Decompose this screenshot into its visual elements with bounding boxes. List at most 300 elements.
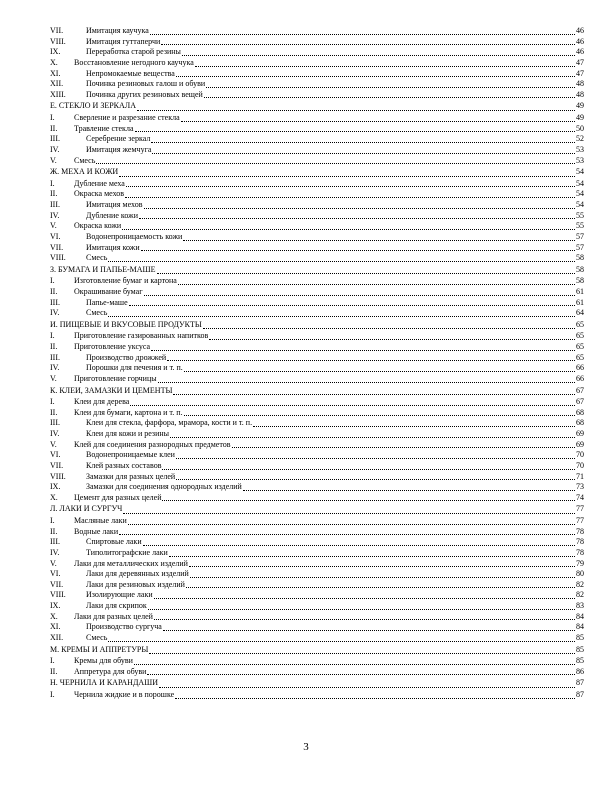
dot-leader — [159, 687, 575, 688]
toc-entry-title: Смесь — [86, 633, 108, 643]
toc-entry-title: Клеи для кожи и резины — [86, 428, 170, 438]
toc-entry[interactable] — [50, 69, 584, 80]
toc-page-number: 54 — [576, 189, 584, 199]
toc-entry-number: II. — [50, 189, 58, 199]
toc-page-number: 64 — [576, 308, 584, 318]
toc-entry-number: II. — [50, 407, 58, 417]
toc-entry-number: V. — [50, 439, 57, 449]
toc-entry-title: Производство дрожжей — [86, 352, 167, 362]
toc-page-number: 68 — [576, 407, 584, 417]
toc-section-title: Л. ЛАКИ И СУРГУЧ — [50, 504, 123, 514]
dot-leader — [182, 55, 575, 56]
toc-entry-title: Имитация каучука — [86, 25, 149, 35]
toc-entry-title: Приготовление уксуса — [74, 342, 151, 351]
dot-leader — [147, 674, 575, 675]
toc-entry-number: XII. — [50, 633, 64, 643]
toc-section-heading[interactable] — [50, 385, 584, 398]
toc-page-number: 70 — [576, 450, 584, 460]
toc-entry-number: VII. — [50, 460, 64, 470]
toc-page-number: 57 — [576, 231, 584, 241]
toc-page-number: 80 — [576, 569, 584, 579]
toc-entry[interactable] — [50, 331, 584, 342]
toc-page-number: 57 — [576, 242, 584, 252]
toc-page-number: 78 — [576, 526, 584, 536]
toc-entry[interactable] — [50, 276, 584, 287]
toc-page-number: 49 — [576, 112, 584, 122]
toc-entry[interactable] — [50, 397, 584, 408]
toc-entry-number: IV. — [50, 210, 60, 220]
toc-entry-title: Травление стекла — [74, 123, 134, 133]
toc-entry[interactable] — [50, 363, 584, 374]
toc-page-number: 54 — [576, 167, 584, 177]
toc-page-number: 84 — [576, 611, 584, 621]
toc-entry[interactable] — [50, 287, 584, 298]
toc-entry-number: XII. — [50, 79, 64, 89]
toc-entry[interactable] — [50, 200, 584, 211]
toc-entry[interactable] — [50, 79, 584, 90]
toc-entry[interactable] — [50, 612, 584, 623]
toc-page-number: 53 — [576, 144, 584, 154]
dot-leader — [209, 339, 575, 340]
dot-leader — [126, 186, 575, 187]
toc-entry-number: IX. — [50, 47, 61, 57]
toc-page-number: 79 — [576, 558, 584, 568]
dot-leader — [143, 545, 575, 546]
toc-section-title: И. ПИЩЕВЫЕ И ВКУСОВЫЕ ПРОДУКТЫ — [50, 319, 202, 329]
toc-page-number: 54 — [576, 178, 584, 188]
toc-page-number: 49 — [576, 101, 584, 111]
toc-section-title: Н. ЧЕРНИЛА И КАРАНДАШИ — [50, 678, 159, 688]
toc-page-number: 67 — [576, 397, 584, 407]
toc-page-number: 82 — [576, 579, 584, 589]
toc-entry[interactable] — [50, 179, 584, 190]
dot-leader — [151, 142, 575, 143]
dot-leader — [148, 609, 575, 610]
dot-leader — [181, 121, 575, 122]
toc-entry[interactable] — [50, 482, 584, 493]
toc-entry[interactable] — [50, 440, 584, 451]
dot-leader — [128, 524, 575, 525]
dot-leader — [162, 500, 575, 501]
toc-entry-title: Восстановление негодного каучука — [74, 57, 194, 67]
toc-entry-title: Приготовление газированных напитков — [74, 331, 209, 341]
toc-entry[interactable] — [50, 633, 584, 644]
dot-leader — [119, 176, 575, 177]
dot-leader — [176, 479, 575, 480]
toc-entry-number: VIII. — [50, 471, 66, 481]
dot-leader — [125, 197, 575, 198]
toc-page-number: 55 — [576, 210, 584, 220]
toc-entry[interactable] — [50, 548, 584, 559]
toc-entry-number: IV. — [50, 547, 60, 557]
toc-page-number: 74 — [576, 492, 584, 502]
toc-entry-title: Клей для соединения разнородных предметов — [74, 439, 231, 449]
toc-entry[interactable] — [50, 374, 584, 385]
dot-leader — [203, 328, 575, 329]
toc-entry[interactable] — [50, 58, 584, 69]
toc-entry[interactable] — [50, 622, 584, 633]
toc-section-heading[interactable] — [50, 503, 584, 516]
toc-entry[interactable] — [50, 134, 584, 145]
toc-entry-title: Клеи для бумаги, картона и т. п. — [74, 407, 183, 417]
toc-entry[interactable] — [50, 408, 584, 419]
toc-section-title: Ж. МЕХА И КОЖИ — [50, 167, 119, 177]
dot-leader — [123, 513, 575, 514]
toc-entry-title: Изолирующие лаки — [86, 590, 153, 600]
toc-entry[interactable] — [50, 124, 584, 135]
toc-entry-title: Сверление и разрезание стекла — [74, 112, 180, 122]
dot-leader — [135, 131, 576, 132]
toc-entry-title: Смесь — [74, 155, 96, 165]
toc-entry[interactable] — [50, 461, 584, 472]
toc-entry[interactable] — [50, 493, 584, 504]
dot-leader — [154, 598, 575, 599]
toc-entry-title: Типолитографские лаки — [86, 547, 168, 557]
toc-entry-number: II. — [50, 342, 58, 351]
toc-page-number: 46 — [576, 47, 584, 57]
toc-entry-number: IV. — [50, 363, 60, 373]
toc-page-number: 58 — [576, 264, 584, 274]
dot-leader — [139, 218, 575, 219]
toc-entry[interactable] — [50, 342, 584, 353]
dot-leader — [152, 153, 575, 154]
toc-page-number: 65 — [576, 331, 584, 341]
toc-page-number: 58 — [576, 253, 584, 263]
toc-entry-number: III. — [50, 134, 60, 144]
toc-entry[interactable] — [50, 656, 584, 667]
toc-entry-title: Окраска кожи — [74, 221, 122, 231]
toc-entry-title: Папье-маше — [86, 297, 128, 307]
toc-entry[interactable] — [50, 472, 584, 483]
dot-leader — [169, 556, 575, 557]
toc-page-number: 85 — [576, 644, 584, 654]
dot-leader — [170, 437, 575, 438]
toc-page-number: 71 — [576, 471, 584, 481]
toc-section-heading[interactable] — [50, 644, 584, 657]
toc-entry-number: I. — [50, 689, 55, 699]
toc-entry[interactable] — [50, 47, 584, 58]
toc-entry[interactable] — [50, 221, 584, 232]
dot-leader — [154, 619, 575, 620]
toc-entry-number: I. — [50, 112, 55, 122]
dot-leader — [161, 44, 575, 45]
toc-page-number: 66 — [576, 363, 584, 373]
toc-entry[interactable] — [50, 243, 584, 254]
dot-leader — [158, 382, 575, 383]
toc-entry[interactable] — [50, 569, 584, 580]
dot-leader — [176, 458, 575, 459]
toc-entry-title: Лаки для скрипок — [86, 601, 147, 611]
dot-leader — [173, 394, 575, 395]
dot-leader — [129, 305, 575, 306]
toc-page-number: 85 — [576, 656, 584, 666]
toc-page-number: 54 — [576, 199, 584, 209]
dot-leader — [184, 371, 575, 372]
toc-entry-title: Водонепроницаемые клеи — [86, 450, 175, 460]
dot-leader — [195, 66, 575, 67]
toc-page-number: 87 — [576, 689, 584, 699]
toc-entry-title: Цемент для разных целей — [74, 492, 162, 502]
toc-page-number: 68 — [576, 418, 584, 428]
toc-entry-title: Спиртовые лаки — [86, 537, 142, 547]
toc-entry-number: X. — [50, 57, 58, 67]
dot-leader — [151, 350, 575, 351]
toc-page-number: 85 — [576, 633, 584, 643]
toc-page-number: 82 — [576, 590, 584, 600]
toc-page-number: 77 — [576, 504, 584, 514]
toc-entry-title: Непромокаемые вещества — [86, 68, 175, 78]
toc-entry[interactable] — [50, 232, 584, 243]
toc-entry-number: I. — [50, 276, 55, 286]
toc-page-number: 48 — [576, 79, 584, 89]
toc-page-number: 78 — [576, 547, 584, 557]
toc-entry-title: Лаки для разных целей — [74, 611, 153, 621]
toc-entry-title: Порошки для печения и т. п. — [86, 363, 183, 373]
toc-entry-title: Аппретура для обуви — [74, 666, 147, 676]
toc-entry-title: Дубление кожи — [86, 210, 138, 220]
toc-entry-number: X. — [50, 492, 58, 502]
toc-entry-title: Лаки для деревянных изделий — [86, 569, 189, 579]
toc-entry[interactable] — [50, 145, 584, 156]
toc-entry-title: Замазки для разных целей — [86, 471, 176, 481]
toc-entry-title: Лаки для резиновых изделий — [86, 579, 185, 589]
toc-entry-title: Водные лаки — [74, 526, 119, 536]
toc-entry[interactable] — [50, 418, 584, 429]
toc-entry[interactable] — [50, 450, 584, 461]
toc-entry-title: Смесь — [86, 253, 108, 263]
toc-page-number: 78 — [576, 537, 584, 547]
toc-entry-title: Клеи для дерева — [74, 397, 130, 407]
dot-leader — [175, 698, 575, 699]
dot-leader — [167, 360, 575, 361]
toc-page-number: 46 — [576, 36, 584, 46]
toc-entry-number: I. — [50, 331, 55, 341]
toc-section-heading[interactable] — [50, 677, 584, 690]
toc-entry-number: III. — [50, 537, 60, 547]
dot-leader — [137, 110, 575, 111]
toc-entry-title: Масляные лаки — [74, 515, 127, 525]
toc-entry-title: Производство сургуча — [86, 622, 162, 632]
toc-entry-number: IV. — [50, 428, 60, 438]
toc-section-title: Е. СТЕКЛО И ЗЕРКАЛА — [50, 101, 136, 111]
toc-entry[interactable] — [50, 113, 584, 124]
toc-section-heading[interactable] — [50, 166, 584, 179]
dot-leader — [184, 415, 575, 416]
toc-entry-number: VII. — [50, 579, 64, 589]
toc-page-number: 53 — [576, 155, 584, 165]
dot-leader — [134, 664, 575, 665]
toc-entry-number: I. — [50, 178, 55, 188]
toc-entry-title: Приготовление горчицы — [74, 373, 157, 383]
toc-entry[interactable] — [50, 537, 584, 548]
toc-entry[interactable] — [50, 429, 584, 440]
toc-entry-number: IX. — [50, 482, 61, 492]
toc-page-number: 65 — [576, 319, 584, 329]
toc-entry[interactable] — [50, 37, 584, 48]
toc-page-number: 65 — [576, 352, 584, 362]
toc-entry-number: VII. — [50, 25, 64, 35]
dot-leader — [190, 577, 575, 578]
toc-entry[interactable] — [50, 516, 584, 527]
dot-leader — [243, 490, 575, 491]
dot-leader — [144, 295, 576, 296]
toc-page-number: 70 — [576, 460, 584, 470]
dot-leader — [108, 641, 575, 642]
toc-entry[interactable] — [50, 580, 584, 591]
dot-leader — [162, 469, 575, 470]
toc-entry-number: IV. — [50, 144, 60, 154]
toc-entry-title: Имитация мехов — [86, 199, 143, 209]
dot-leader — [130, 405, 575, 406]
toc-section-heading[interactable] — [50, 100, 584, 113]
toc-entry-number: XIII. — [50, 89, 66, 99]
toc-entry[interactable] — [50, 667, 584, 678]
dot-leader — [189, 566, 575, 567]
toc-entry-title: Водонепроницаемость кожи — [86, 231, 183, 241]
dot-leader — [141, 250, 575, 251]
toc-page-number: 61 — [576, 297, 584, 307]
toc-entry-number: I. — [50, 397, 55, 407]
dot-leader — [119, 534, 575, 535]
toc-page-number: 84 — [576, 622, 584, 632]
dot-leader — [176, 76, 575, 77]
toc-page-number: 52 — [576, 134, 584, 144]
toc-entry-title: Имитация жемчуга — [86, 144, 152, 154]
toc-entry[interactable] — [50, 253, 584, 264]
toc-entry-number: I. — [50, 515, 55, 525]
toc-entry-number: III. — [50, 199, 60, 209]
toc-entry[interactable] — [50, 90, 584, 101]
table-of-contents — [50, 26, 584, 701]
dot-leader — [108, 261, 575, 262]
toc-entry-number: II. — [50, 526, 58, 536]
toc-entry-title: Кремы для обуви — [74, 656, 133, 666]
toc-entry[interactable] — [50, 559, 584, 570]
toc-entry-number: VI. — [50, 231, 61, 241]
dot-leader — [96, 163, 575, 164]
dot-leader — [144, 208, 576, 209]
toc-entry-title: Замазки для соединения однородных изделий — [86, 482, 242, 492]
toc-entry-number: V. — [50, 155, 57, 165]
toc-entry[interactable] — [50, 601, 584, 612]
toc-entry[interactable] — [50, 308, 584, 319]
dot-leader — [183, 240, 575, 241]
toc-page-number: 69 — [576, 439, 584, 449]
toc-page-number: 73 — [576, 482, 584, 492]
toc-page-number: 77 — [576, 515, 584, 525]
toc-entry[interactable] — [50, 156, 584, 167]
toc-entry-number: XI. — [50, 68, 61, 78]
dot-leader — [204, 97, 575, 98]
toc-section-heading[interactable] — [50, 264, 584, 277]
toc-page-number: 87 — [576, 678, 584, 688]
toc-entry-title: Окраска мехов — [74, 189, 125, 199]
toc-entry-title: Починка резиновых галош и обуви — [86, 79, 206, 89]
toc-entry[interactable] — [50, 189, 584, 200]
toc-section-title: К. КЛЕИ, ЗАМАЗКИ И ЦЕМЕНТЫ — [50, 385, 173, 395]
toc-entry-number: IX. — [50, 601, 61, 611]
toc-entry-number: IV. — [50, 308, 60, 318]
toc-entry-title: Серебрение зеркал — [86, 134, 151, 144]
toc-entry-number: X. — [50, 611, 58, 621]
toc-entry-number: VII. — [50, 242, 64, 252]
toc-entry-number: III. — [50, 418, 60, 428]
dot-leader — [149, 653, 575, 654]
toc-page-number: 83 — [576, 601, 584, 611]
toc-entry[interactable] — [50, 527, 584, 538]
toc-entry-title: Лаки для металлических изделий — [74, 558, 188, 568]
dot-leader — [108, 316, 575, 317]
toc-section-title: З. БУМАГА И ПАПЬЕ-МАШЕ — [50, 264, 156, 274]
toc-entry-number: II. — [50, 286, 58, 296]
toc-section-heading[interactable] — [50, 319, 584, 332]
toc-entry-number: VI. — [50, 450, 61, 460]
dot-leader — [157, 273, 575, 274]
dot-leader — [178, 284, 575, 285]
toc-page-number: 50 — [576, 123, 584, 133]
toc-page-number: 69 — [576, 428, 584, 438]
toc-entry[interactable] — [50, 353, 584, 364]
toc-page-number: 47 — [576, 68, 584, 78]
toc-page-number: 47 — [576, 57, 584, 67]
toc-entry-number: V. — [50, 221, 57, 231]
toc-entry[interactable] — [50, 590, 584, 601]
page-number: 3 — [303, 741, 309, 753]
toc-page-number: 48 — [576, 89, 584, 99]
toc-entry-title: Клеи для стекла, фарфора, мрамора, кости и т. п. — [86, 418, 253, 428]
toc-entry[interactable] — [50, 298, 584, 309]
toc-entry-number: V. — [50, 558, 57, 568]
toc-entry-number: VIII. — [50, 253, 66, 263]
toc-entry-title: Чернила жидкие и в порошке — [74, 689, 175, 699]
toc-entry[interactable] — [50, 211, 584, 222]
toc-entry-number: III. — [50, 297, 60, 307]
dot-leader — [122, 229, 575, 230]
toc-entry-title: Имитация гуттаперчи — [86, 36, 161, 46]
toc-page-number: 61 — [576, 286, 584, 296]
toc-entry-number: III. — [50, 352, 60, 362]
dot-leader — [186, 587, 575, 588]
toc-entry-title: Окрашивание бумаг — [74, 286, 143, 296]
toc-entry-number: VI. — [50, 569, 61, 579]
toc-entry[interactable] — [50, 690, 584, 701]
toc-entry-number: II. — [50, 123, 58, 133]
toc-entry-title: Клей разных составов — [86, 460, 162, 470]
toc-page-number: 55 — [576, 221, 584, 231]
toc-entry-title: Имитация кожи — [86, 242, 140, 252]
toc-entry-title: Дубление меха — [74, 178, 125, 188]
dot-leader — [232, 447, 576, 448]
toc-entry-number: II. — [50, 666, 58, 676]
toc-page-number: 46 — [576, 25, 584, 35]
toc-entry-number: VIII. — [50, 36, 66, 46]
toc-entry-number: XI. — [50, 622, 61, 632]
dot-leader — [206, 87, 575, 88]
dot-leader — [253, 426, 575, 427]
dot-leader — [163, 630, 575, 631]
toc-page-number: 86 — [576, 666, 584, 676]
toc-page-number: 58 — [576, 276, 584, 286]
toc-page-number: 67 — [576, 385, 584, 395]
toc-section-title: М. КРЕМЫ И АППРЕТУРЫ — [50, 644, 149, 654]
toc-entry-title: Переработка старой резины — [86, 47, 181, 57]
toc-entry-number: VIII. — [50, 590, 66, 600]
toc-entry-number: V. — [50, 373, 57, 383]
toc-entry-title: Изготовление бумаг и картона — [74, 276, 177, 286]
toc-entry-title: Починка других резиновых вещей — [86, 89, 203, 99]
toc-entry[interactable] — [50, 26, 584, 37]
toc-entry-title: Смесь — [86, 308, 108, 318]
